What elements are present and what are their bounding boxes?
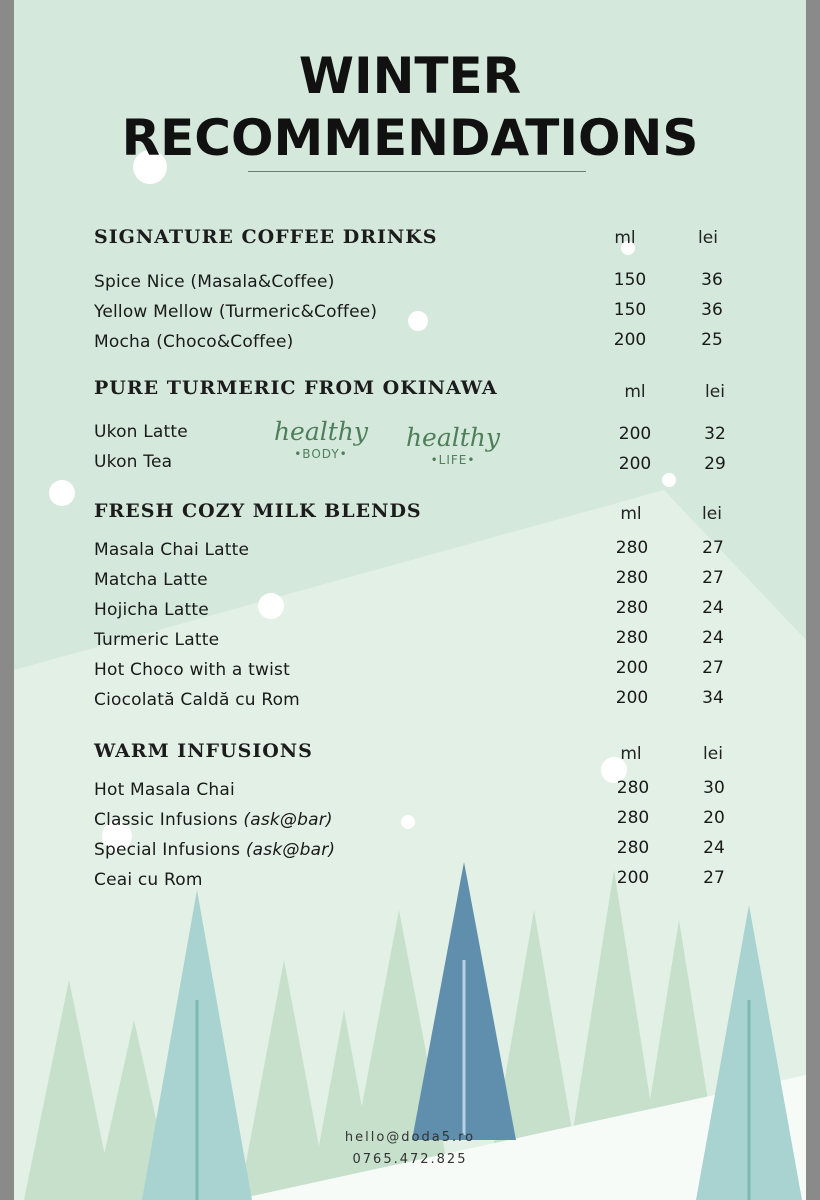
menu-item: Mocha (Choco&Coffee) bbox=[94, 332, 294, 352]
menu-item: Hot Choco with a twist bbox=[94, 660, 290, 680]
item-volume: 200 bbox=[618, 454, 652, 474]
menu-item: Turmeric Latte bbox=[94, 630, 220, 650]
item-volume: 280 bbox=[616, 838, 650, 858]
section-title-pure-turmeric: PURE TURMERIC FROM OKINAWA bbox=[94, 377, 498, 399]
item-volume: 200 bbox=[615, 658, 649, 678]
menu-item bbox=[94, 840, 335, 860]
item-volume: 150 bbox=[613, 300, 647, 320]
item-price: 32 bbox=[704, 424, 726, 444]
menu-item: Yellow Mellow (Turmeric&Coffee) bbox=[94, 302, 378, 322]
item-volume: 280 bbox=[616, 778, 650, 798]
column-header-lei: lei bbox=[698, 228, 718, 248]
item-price: 34 bbox=[702, 688, 724, 708]
item-note: (ask@bar) bbox=[243, 810, 333, 830]
menu-item: Hot Masala Chai bbox=[94, 780, 235, 800]
column-header-ml: ml bbox=[620, 744, 642, 764]
item-price: 30 bbox=[703, 778, 725, 798]
menu-item: Matcha Latte bbox=[94, 570, 208, 590]
section-title-milk-blends: FRESH COZY MILK BLENDS bbox=[94, 500, 422, 522]
item-price: 27 bbox=[703, 868, 725, 888]
contact-phone: 0765.472.825 bbox=[352, 1152, 468, 1167]
menu-item: Masala Chai Latte bbox=[94, 540, 250, 560]
page-title-line1: WINTER bbox=[298, 47, 522, 105]
item-price: 36 bbox=[701, 300, 723, 320]
item-volume: 150 bbox=[613, 270, 647, 290]
item-price: 29 bbox=[704, 454, 726, 474]
menu-item bbox=[94, 810, 333, 830]
item-price: 20 bbox=[703, 808, 725, 828]
badge-subtext: •LIFE• bbox=[430, 453, 476, 467]
item-volume: 280 bbox=[615, 628, 649, 648]
menu-page bbox=[14, 0, 806, 1200]
item-volume: 200 bbox=[616, 868, 650, 888]
column-header-ml: ml bbox=[614, 228, 636, 248]
menu-item: Spice Nice (Masala&Coffee) bbox=[94, 272, 335, 292]
column-header-ml: ml bbox=[624, 382, 646, 402]
item-price: 24 bbox=[702, 598, 724, 618]
item-price: 24 bbox=[702, 628, 724, 648]
item-volume: 200 bbox=[615, 688, 649, 708]
menu-item: Ciocolată Caldă cu Rom bbox=[94, 690, 300, 710]
item-volume: 280 bbox=[615, 598, 649, 618]
column-header-lei: lei bbox=[703, 744, 723, 764]
menu-item: Ceai cu Rom bbox=[94, 870, 203, 890]
menu-item: Ukon Tea bbox=[94, 452, 173, 472]
section-title-signature-coffee: SIGNATURE COFFEE DRINKS bbox=[94, 226, 438, 248]
page-title-line2: RECOMMENDATIONS bbox=[121, 109, 699, 167]
healthy-life-badge bbox=[398, 424, 508, 468]
item-volume: 280 bbox=[615, 538, 649, 558]
menu-item: Hojicha Latte bbox=[94, 600, 209, 620]
title-divider bbox=[248, 171, 586, 172]
column-header-ml: ml bbox=[620, 504, 642, 524]
column-header-lei: lei bbox=[705, 382, 725, 402]
item-volume: 200 bbox=[618, 424, 652, 444]
column-header-lei: lei bbox=[702, 504, 722, 524]
badge-subtext: •BODY• bbox=[294, 447, 348, 461]
item-price: 27 bbox=[702, 658, 724, 678]
item-volume: 280 bbox=[616, 808, 650, 828]
item-name: Classic Infusions bbox=[94, 810, 238, 830]
item-price: 27 bbox=[702, 538, 724, 558]
badge-script-text: healthy bbox=[405, 423, 501, 452]
item-price: 24 bbox=[703, 838, 725, 858]
item-price: 27 bbox=[702, 568, 724, 588]
item-name: Special Infusions bbox=[94, 840, 241, 860]
item-price: 36 bbox=[701, 270, 723, 290]
contact-email: hello@doda5.ro bbox=[344, 1130, 476, 1145]
badge-script-text: healthy bbox=[273, 417, 369, 446]
healthy-body-badge bbox=[266, 418, 376, 462]
item-note: (ask@bar) bbox=[245, 840, 336, 860]
item-volume: 280 bbox=[615, 568, 649, 588]
menu-item: Ukon Latte bbox=[94, 422, 188, 442]
section-title-warm-infusions: WARM INFUSIONS bbox=[94, 740, 313, 762]
item-price: 25 bbox=[701, 330, 723, 350]
item-volume: 200 bbox=[613, 330, 647, 350]
